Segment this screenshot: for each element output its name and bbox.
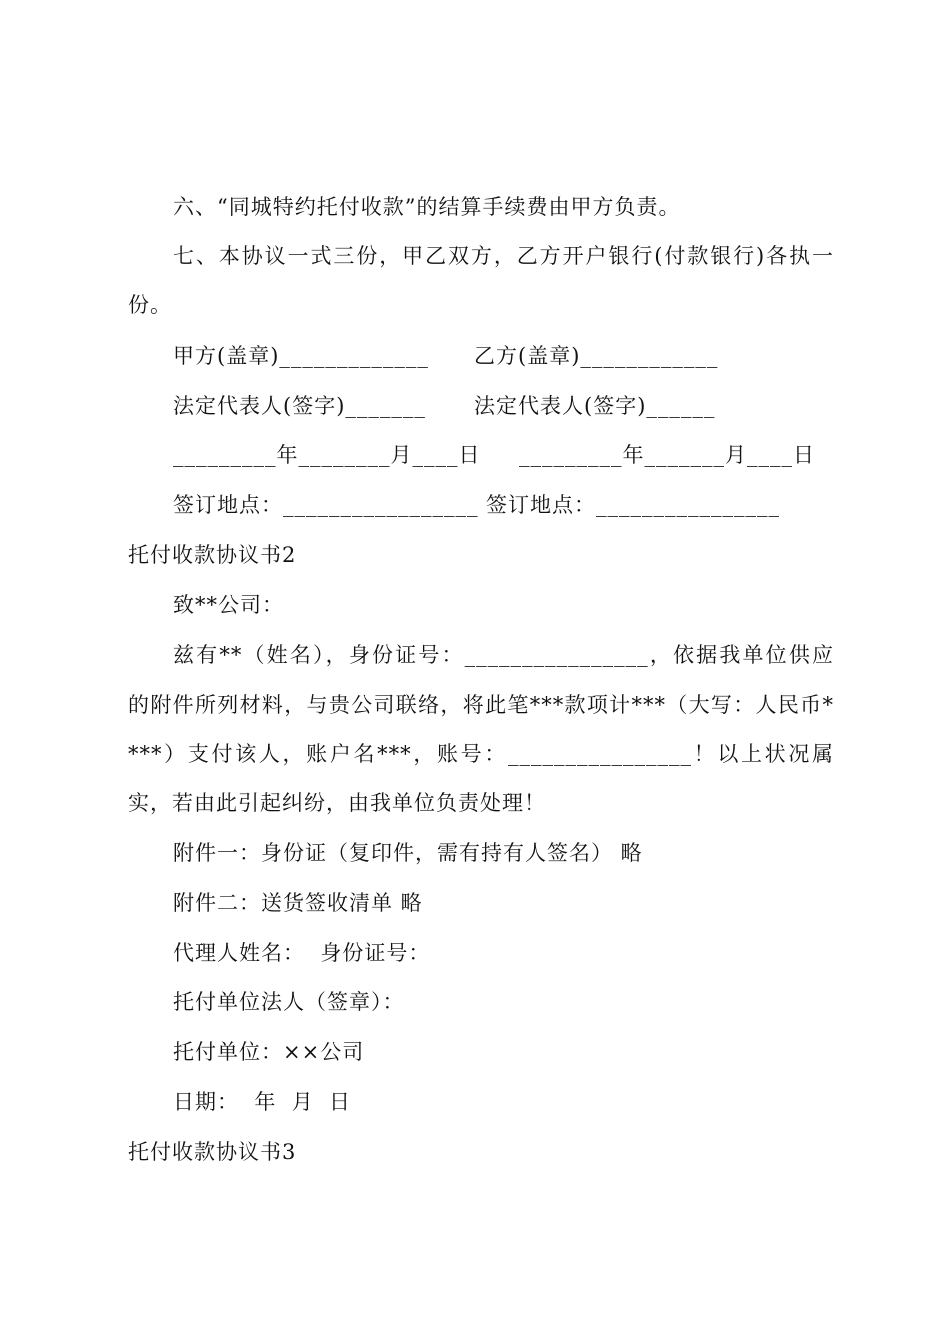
letter-body-line-2: 的附件所列材料，与贵公司联络，将此笔***款项计***（大写：人民币* (128, 693, 834, 717)
party-a-seal: 甲方(盖章)_____________ (173, 344, 429, 368)
heading-agreement-3: 托付收款协议书3 (128, 1140, 297, 1164)
letter-body-line-1: 兹有**（姓名），身份证号：________________，依据我单位供应 (173, 643, 834, 667)
entrusting-unit: 托付单位：××公司 (173, 1040, 365, 1064)
letter-salutation: 致**公司： (173, 593, 284, 617)
legal-person-seal: 托付单位法人（签章）： (173, 990, 405, 1014)
letter-date: 日期： 年 月 日 (173, 1090, 352, 1114)
date-b: _________年_______月____日 (519, 443, 815, 467)
date-a: _________年________月____日 (173, 443, 481, 467)
legal-rep-b: 法定代表人(签字)______ (474, 394, 716, 418)
party-b-seal: 乙方(盖章)____________ (474, 344, 719, 368)
heading-agreement-2: 托付收款协议书2 (128, 543, 297, 567)
letter-body-line-4: 实，若由此引起纠纷，由我单位负责处理！ (128, 791, 546, 815)
attachment-1: 附件一：身份证（复印件，需有持有人签名） 略 (173, 841, 643, 865)
agent-info: 代理人姓名： 身份证号： (173, 941, 431, 965)
attachment-2: 附件二：送货签收清单 略 (173, 891, 423, 915)
legal-rep-a: 法定代表人(签字)_______ (173, 394, 426, 418)
sign-place-b: 签订地点：________________ (486, 493, 780, 517)
clause-6: 六、“同城特约托付收款”的结算手续费由甲方负责。 (173, 195, 681, 219)
clause-7-line-2: 份。 (128, 293, 172, 317)
letter-body-line-3: ***）支付该人，账户名***，账号：________________！以上状况属 (128, 742, 834, 766)
sign-place-a: 签订地点：_________________ (173, 493, 479, 517)
clause-7-line-1: 七、本协议一式三份，甲乙双方，乙方开户银行(付款银行)各执一 (173, 244, 834, 268)
